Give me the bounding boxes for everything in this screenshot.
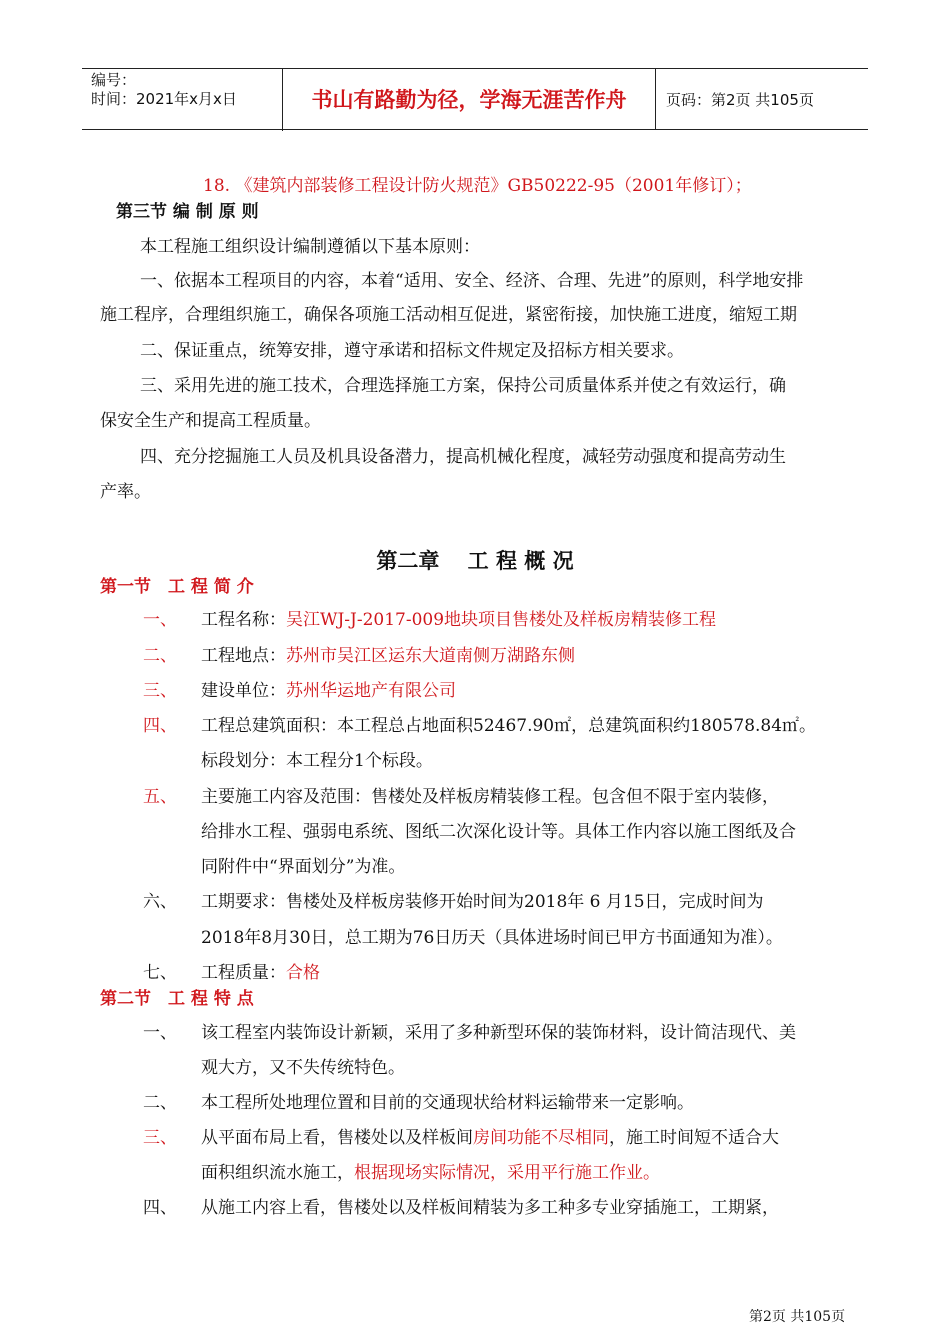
principles-intro: 本工程施工组织设计编制遵循以下基本原则： (140, 237, 480, 257)
section-3-title: 第三节 编 制 原 则 (116, 202, 259, 222)
quality-value: 合格 (286, 963, 320, 983)
feature-1-line2: 观大方，又不失传统特色。 (201, 1058, 405, 1078)
principle-1-line2: 施工程序，合理组织施工，确保各项施工活动相互促进，紧密衔接，加快施工进度，缩短工期 (100, 305, 797, 325)
item-3-number: 三、 (143, 681, 177, 701)
feature-2-number: 二、 (143, 1093, 177, 1113)
project-location-value: 苏州市吴江区运东大道南侧万湖路东侧 (286, 646, 575, 666)
principle-4-line2: 产率。 (100, 482, 151, 502)
page-footer: 第2页 共105页 (749, 1309, 846, 1325)
doc-time: 时间：2021年x月x日 (91, 90, 237, 108)
chapter-title: 第二章 工 程 概 况 (376, 549, 574, 573)
feature-3-part4: 面积组织流水施工， (201, 1163, 354, 1183)
feature-3-number: 三、 (143, 1128, 177, 1148)
feature-3-part1: 从平面布局上看，售楼处以及样板间 (201, 1128, 473, 1148)
item-2-number: 二、 (143, 646, 177, 666)
client-value: 苏州华运地产有限公司 (286, 681, 456, 701)
item-7-number: 七、 (143, 963, 177, 983)
item-1-number: 一、 (143, 610, 177, 630)
header-page-text: 页码：第2页 共105页 (666, 90, 814, 109)
item-5-number: 五、 (143, 787, 177, 807)
doc-number: 编号： (91, 71, 137, 89)
page-header (82, 68, 868, 130)
item-3-text (201, 679, 456, 703)
feature-3-part3: ，施工时间短不适合大 (609, 1128, 779, 1148)
item-6-number: 六、 (143, 892, 177, 912)
feature-1-line1: 该工程室内装饰设计新颖，采用了多种新型环保的装饰材料，设计简洁现代、美 (201, 1023, 796, 1043)
feature-3-highlight: 房间功能不尽相同 (473, 1128, 609, 1148)
header-motto: 书山有路勤为径，学海无涯苦作舟 (283, 69, 656, 129)
reference-18: 18. 《建筑内部装修工程设计防火规范》GB50222-95（2001年修订）； (203, 176, 752, 196)
item-6-line2: 2018年8月30日，总工期为76日历天（具体进场时间已甲方书面通知为准）。 (201, 928, 783, 948)
feature-3-line2 (201, 1161, 660, 1185)
principle-2: 二、保证重点，统筹安排，遵守承诺和招标文件规定及招标方相关要求。 (140, 341, 684, 361)
client-label: 建设单位： (201, 681, 286, 701)
feature-2-text: 本工程所处地理位置和目前的交通现状给材料运输带来一定影响。 (201, 1093, 694, 1113)
item-1-text (201, 608, 716, 632)
item-4-line1: 工程总建筑面积：本工程总占地面积52467.90㎡，总建筑面积约180578.84㎡。 (201, 716, 817, 736)
item-5-line1: 主要施工内容及范围：售楼处及样板房精装修工程。包含但不限于室内装修， (201, 787, 779, 807)
project-location-label: 工程地点： (201, 646, 286, 666)
feature-3-highlight-2: 根据现场实际情况，采用平行施工作业。 (354, 1163, 660, 1183)
project-name-label: 工程名称： (201, 610, 286, 630)
principle-1-line1: 一、依据本工程项目的内容，本着“适用、安全、经济、合理、先进”的原则，科学地安排 (140, 271, 804, 291)
quality-label: 工程质量： (201, 963, 286, 983)
principle-3-line1: 三、采用先进的施工技术，合理选择施工方案，保持公司质量体系并使之有效运行，确 (140, 376, 786, 396)
item-2-text (201, 644, 575, 668)
item-5-line3: 同附件中“界面划分”为准。 (201, 857, 406, 877)
feature-4-text: 从施工内容上看，售楼处以及样板间精装为多工种多专业穿插施工，工期紧， (201, 1198, 779, 1218)
item-4-number: 四、 (143, 716, 177, 736)
section-1-title: 第一节 工 程 简 介 (100, 577, 254, 597)
section-2-title: 第二节 工 程 特 点 (100, 989, 254, 1009)
project-name-value: 吴江WJ-J-2017-009地块项目售楼处及样板房精装修工程 (286, 610, 717, 630)
header-page (662, 69, 862, 129)
item-5-line2: 给排水工程、强弱电系统、图纸二次深化设计等。具体工作内容以施工图纸及合 (201, 822, 796, 842)
header-meta (82, 69, 283, 131)
feature-3-line1 (201, 1126, 779, 1150)
item-6-line1: 工期要求：售楼处及样板房装修开始时间为2018年 6 月15日，完成时间为 (201, 892, 764, 912)
item-7-text (201, 961, 320, 985)
feature-4-number: 四、 (143, 1198, 177, 1218)
feature-1-number: 一、 (143, 1023, 177, 1043)
principle-4-line1: 四、充分挖掘施工人员及机具设备潜力，提高机械化程度，减轻劳动强度和提高劳动生 (140, 447, 786, 467)
item-4-line2: 标段划分：本工程分1个标段。 (201, 751, 433, 771)
principle-3-line2: 保安全生产和提高工程质量。 (100, 411, 321, 431)
